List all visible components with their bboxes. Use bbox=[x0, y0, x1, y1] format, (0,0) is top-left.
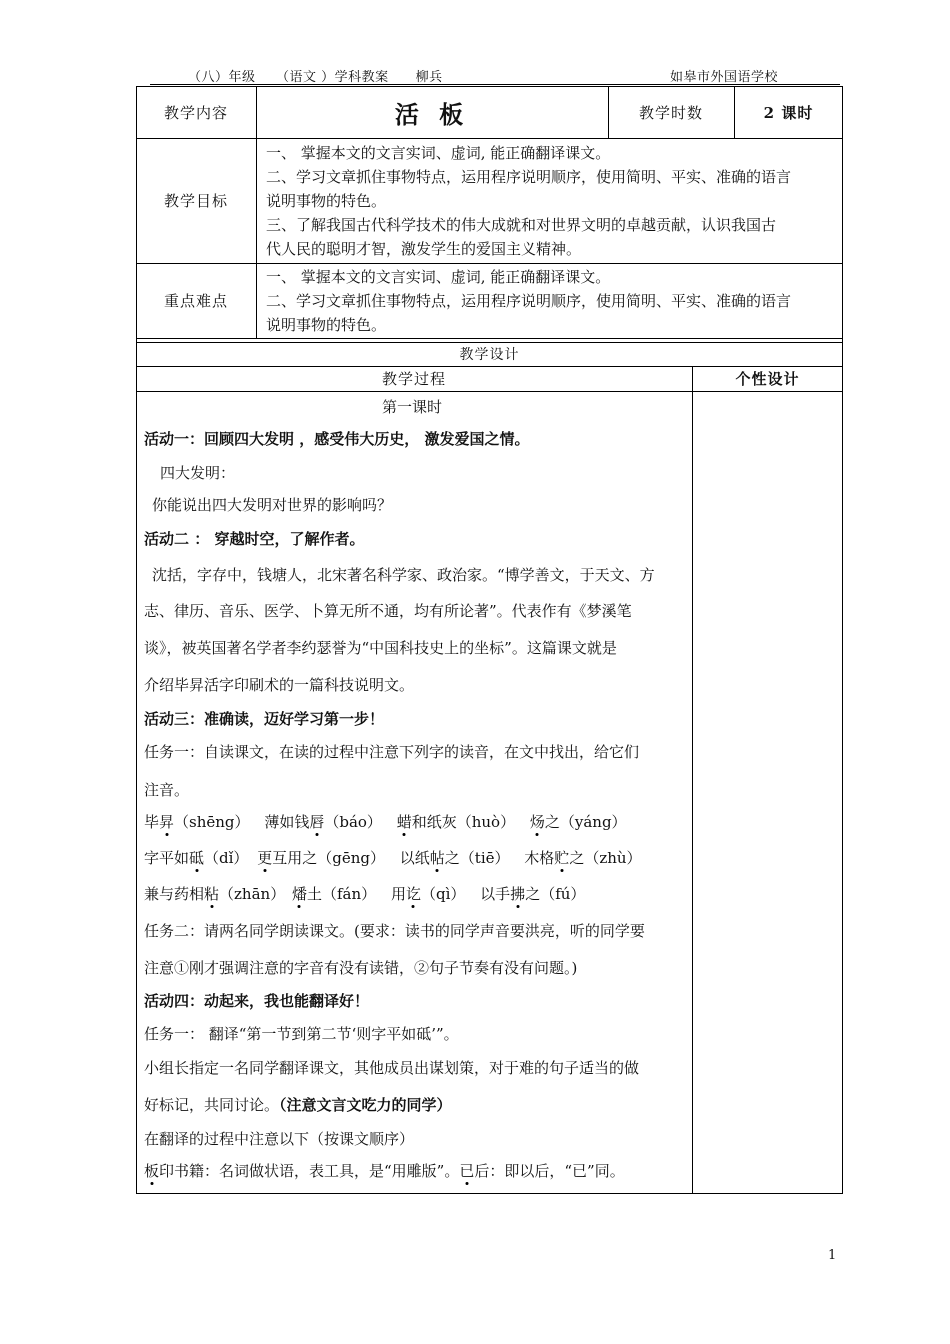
goal-line: 说明事物的特色。 bbox=[266, 192, 387, 210]
pronunciation-row: 字平如砥（dǐ） 更互用之（gēng） 以纸帖之（tiē） 木格贮之（zhù） bbox=[144, 849, 642, 867]
keypoint-line: 说明事物的特色。 bbox=[266, 316, 387, 334]
content-label: 教学内容 bbox=[163, 103, 228, 122]
task-1-line: 任务一：自读课文，在读的过程中注意下列字的读音，在文中找出，给它们 bbox=[144, 743, 640, 761]
author-line: 沈括，字存中，钱塘人，北宋著名科学家、政治家。“博学善文，于天文、方 bbox=[152, 566, 655, 584]
hours-label: 教学时数 bbox=[638, 103, 703, 122]
task-1-line: 注音。 bbox=[144, 781, 190, 799]
design-label: 教学设计 bbox=[459, 347, 520, 363]
hours-value: 2 课时 bbox=[763, 103, 814, 122]
four-inventions: 四大发明： bbox=[160, 464, 236, 482]
session-title: 第一课时 bbox=[382, 398, 443, 416]
goals-list bbox=[258, 138, 843, 263]
group-line: 小组长指定一名同学翻译课文，其他成员出谋划策，对于难的句子适当的做 bbox=[144, 1059, 640, 1077]
lesson-title: 活 板 bbox=[394, 99, 470, 129]
influence-question: 你能说出四大发明对世界的影响吗？ bbox=[152, 496, 393, 514]
task-2-line: 任务二：请两名同学朗读课文。(要求：读书的同学声音要洪亮，听的同学要 bbox=[144, 922, 645, 940]
goal-line: 二、学习文章抓住事物特点，运用程序说明顺序，使用简明、平实、准确的语言 bbox=[266, 168, 792, 186]
header-left: （八）年级 （语文 ）学科教案 柳兵 bbox=[188, 70, 443, 85]
author-line: 志、律历、音乐、医学、卜算无所不通，均有所论著”。代表作有《梦溪笔 bbox=[144, 602, 632, 620]
activity-1: 活动一：回顾四大发明 ，感受伟大历史， 激发爱国之情。 bbox=[144, 430, 530, 448]
group-note: （注意文言文吃力的同学） bbox=[279, 1096, 452, 1114]
author-line: 谈》，被英国著名学者李约瑟誉为“中国科技史上的坐标”。这篇课文就是 bbox=[144, 639, 617, 657]
pronunciation-row: 兼与药相粘（zhān） 燔土（fán） 用讫（qì） 以手拂之（fú） bbox=[144, 885, 586, 903]
keypoints-list bbox=[258, 263, 843, 338]
activity-3: 活动三：准确读，迈好学习第一步！ bbox=[144, 710, 385, 728]
keypoints-label: 重点难点 bbox=[163, 292, 228, 310]
activity-4: 活动四：动起来，我也能翻译好！ bbox=[144, 992, 370, 1010]
process-label: 教学过程 bbox=[381, 370, 446, 388]
task-2-line: 注意①刚才强调注意的字音有没有读错，②句子节奏有没有问题。) bbox=[144, 959, 578, 977]
lesson-body bbox=[144, 392, 689, 1192]
page-header bbox=[150, 64, 840, 85]
personal-label: 个性设计 bbox=[735, 370, 800, 388]
author-line: 介绍毕昇活字印刷术的一篇科技说明文。 bbox=[144, 676, 415, 694]
goals-label: 教学目标 bbox=[163, 192, 228, 210]
order-note: 在翻译的过程中注意以下（按课文顺序） bbox=[144, 1130, 415, 1148]
group-line: 好标记，共同讨论。（注意文言文吃力的同学） bbox=[144, 1096, 452, 1114]
page-number: 1 bbox=[828, 1248, 837, 1263]
last-line: 板印书籍：名词做状语，表工具，是“用雕版”。已后：即以后，“已”同。 bbox=[144, 1162, 625, 1180]
header-school: 如皋市外国语学校 bbox=[670, 70, 779, 85]
keypoint-line: 二、学习文章抓住事物特点，运用程序说明顺序，使用简明、平实、准确的语言 bbox=[266, 292, 792, 310]
goal-line: 一、 掌握本文的文言实词、虚词, 能正确翻译课文。 bbox=[266, 144, 611, 162]
goal-line: 三、了解我国古代科学技术的伟大成就和对世界文明的卓越贡献，认识我国古 bbox=[266, 216, 777, 234]
translate-task: 任务一： 翻译“第一节到第二节‘则字平如砥’”。 bbox=[144, 1025, 459, 1043]
goal-line: 代人民的聪明才智，激发学生的爱国主义精神。 bbox=[266, 240, 582, 258]
activity-2: 活动二 ： 穿越时空，了解作者。 bbox=[144, 530, 365, 548]
pronunciation-row: 毕昇（shēng） 薄如钱唇（báo） 蜡和纸灰（huò） 炀之（yáng） bbox=[144, 813, 627, 831]
keypoint-line: 一、 掌握本文的文言实词、虚词, 能正确翻译课文。 bbox=[266, 268, 611, 286]
